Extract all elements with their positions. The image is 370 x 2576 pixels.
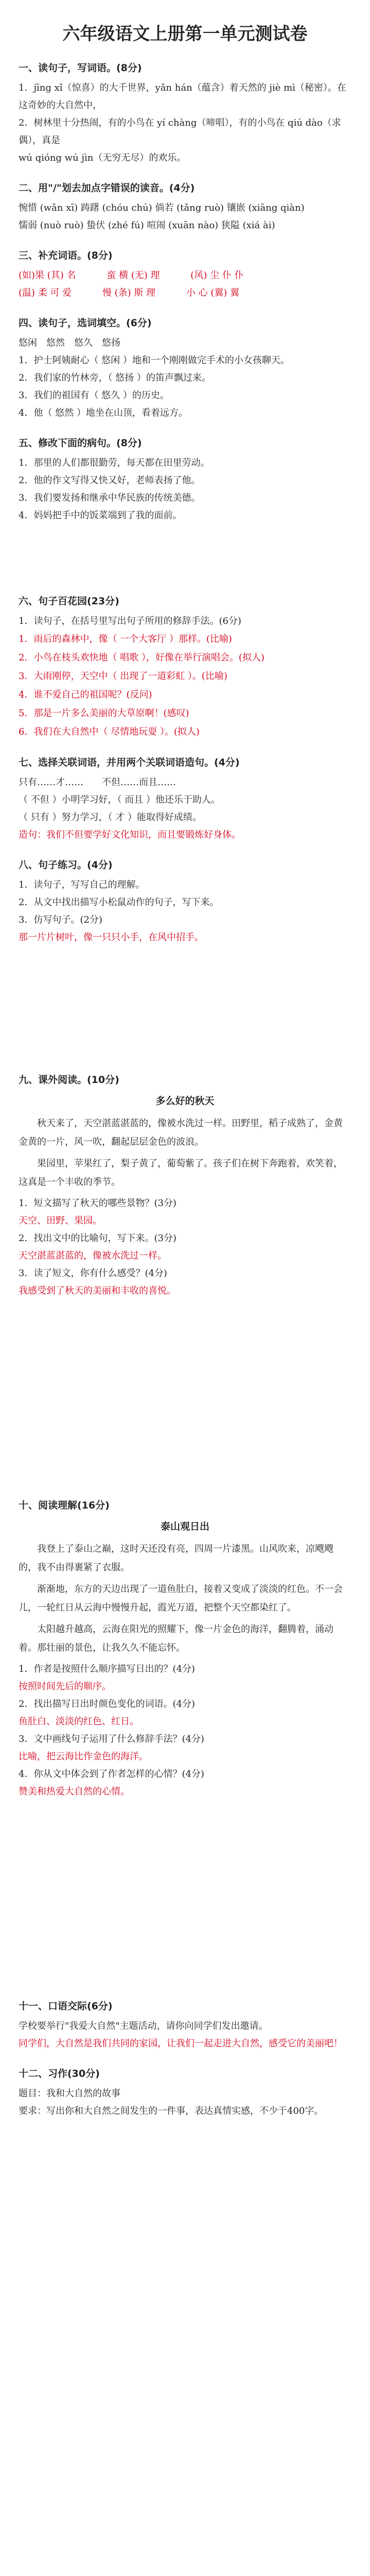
section-12 <box>19 2066 351 2120</box>
question-line: 1．作者是按照什么顺序描写日出的？(4分) <box>19 1664 195 1674</box>
passage-title: 泰山观日出 <box>160 1521 209 1532</box>
word-options: 悠闲 悠然 悠久 悠扬 <box>19 337 120 348</box>
section-heading: 七、选择关联词语，并用两个关联词语造句。(4分) <box>19 757 240 768</box>
section-8 <box>19 857 351 946</box>
answer-line: 赞美和热爱大自然的心情。 <box>19 1786 130 1797</box>
question-line: （ 不但 ）小明学习好，（ 而且 ）他还乐于助人。 <box>19 794 220 805</box>
answer-line: (如)果 (其) 名 蛮 横 (无) 理 (风) 尘 仆 仆 <box>19 270 244 281</box>
passage-paragraph: 渐渐地，东方的天边出现了一道鱼肚白，接着又变成了淡淡的红色。不一会儿，一轮红日从云海中慢慢升起，霞光万道，把整个天空都染红了。 <box>19 1584 343 1613</box>
section-heading: 八、句子练习。(4分) <box>19 859 113 871</box>
section-2 <box>19 180 351 234</box>
question-line: 2．从文中找出描写小松鼠动作的句子，写下来。 <box>19 897 219 908</box>
answer-line: 天空、田野、果园。 <box>19 1215 102 1226</box>
section-heading: 十、阅读理解(16分) <box>19 1500 110 1511</box>
answer-line: 同学们，大自然是我们共同的家园，让我们一起走进大自然，感受它的美丽吧！ <box>19 2038 343 2049</box>
page-title: 六年级语文上册第一单元测试卷 <box>62 24 308 44</box>
answer-line: 我感受到了秋天的美丽和丰收的喜悦。 <box>19 1285 176 1296</box>
question-line: 3．文中画线句子运用了什么修辞手法？(4分) <box>19 1734 204 1744</box>
list-item: 1．雨后的森林中，像（ 一个大客厅 ）那样。(比喻) <box>19 634 232 645</box>
question-line: 3．仿写句子。(2分) <box>19 914 102 925</box>
passage-title: 多么好的秋天 <box>155 1095 215 1107</box>
question-line: 1．jīng xǐ（惊喜）的大千世界，yǎn hán（蕴含）着天然的 jiè mì（秘密）。在这奇妙的大自然中， <box>19 82 346 111</box>
section-7 <box>19 755 351 844</box>
question-line: 2．找出文中的比喻句，写下来。(3分) <box>19 1233 177 1244</box>
question-line: 3．我们要发扬和继承中华民族的传统美德。 <box>19 493 201 503</box>
list-item: 2．小鸟在枝头欢快地（ 唱歌 ），好像在举行演唱会。(拟人) <box>19 652 265 663</box>
question-line: 3．读了短文，你有什么感受？(4分) <box>19 1268 167 1279</box>
question-line: 题目：我和大自然的故事 <box>19 2088 120 2099</box>
question-line: 4．妈妈把手中的饭菜端到了我的面前。 <box>19 510 182 521</box>
passage-paragraph: 太阳越升越高，云海在阳光的照耀下，像一片金色的海洋，翻腾着，涌动着。那壮丽的景色，让我久久不能忘怀。 <box>19 1624 333 1653</box>
passage-paragraph: 果园里，苹果红了，梨子黄了，葡萄紫了。孩子们在树下奔跑着，欢笑着，这真是一个丰收的季节。 <box>19 1158 343 1188</box>
section-heading: 三、补充词语。(8分) <box>19 250 113 261</box>
answer-line: 比喻，把云海比作金色的海洋。 <box>19 1751 148 1762</box>
answer-line: (温) 柔 可 爱 慢 (条) 斯 理 小 心 (翼) 翼 <box>19 287 240 298</box>
section-11 <box>19 1998 351 2053</box>
passage-paragraph: 秋天来了，天空湛蓝湛蓝的，像被水洗过一样。田野里，稻子成熟了，金黄金黄的一片，风一吹，翻起层层金色的波浪。 <box>19 1118 343 1147</box>
question-line: 1．读句子，写写自己的理解。 <box>19 879 145 890</box>
question-line: 惋惜 (wǎn xī) 踌躇 (chóu chú) 倘若 (tǎng ruò) 镶嵌 (xiāng qiàn) <box>19 202 305 213</box>
section-heading: 四、读句子，选词填空。(6分) <box>19 317 152 329</box>
section-heading: 二、用"/"划去加点字错误的读音。(4分) <box>19 182 195 194</box>
question-line: 1．那里的人们都很勤劳，每天都在田里劳动。 <box>19 457 210 468</box>
section-heading: 十二、习作(30分) <box>19 2068 100 2079</box>
section-heading: 六、句子百花园(23分) <box>19 596 119 607</box>
section-5 <box>19 435 351 524</box>
section-1 <box>19 60 351 167</box>
answer-line: 那一片片树叶，像一只只小手，在风中招手。 <box>19 932 204 943</box>
question-line: 懦弱 (nuò ruò) 蛰伏 (zhé fú) 喧闹 (xuān nào) 狭隘 (xiá ài) <box>19 220 275 231</box>
section-6 <box>19 594 351 741</box>
question-line: 2．找出描写日出时颜色变化的词语。(4分) <box>19 1699 195 1709</box>
question-line: 要求：写出你和大自然之间发生的一件事，表达真情实感，不少于400字。 <box>19 2106 324 2116</box>
question-line: 学校要举行"我爱大自然"主题活动，请你向同学们发出邀请。 <box>19 2021 268 2031</box>
list-item: 3．大雨刚停，天空中（ 出现了一道彩虹 ）。(比喻) <box>19 671 227 682</box>
section-4 <box>19 315 351 422</box>
question-line: 3．我们的祖国有（ 悠久 ）的历史。 <box>19 390 169 401</box>
sub-question: 1．读句子，在括号里写出句子所用的修辞手法。(6分) <box>19 616 241 626</box>
question-line: 4．他（ 悠然 ）地坐在山顶，看着远方。 <box>19 408 188 418</box>
question-line: 2．树林里十分热闹，有的小鸟在 yí chàng（啼唱），有的小鸟在 qiú dào（求偶），真是 <box>19 117 341 146</box>
answer-line: 造句：我们不但要学好文化知识，而且要锻炼好身体。 <box>19 829 241 840</box>
word-options: 只有……才…… 不但……而且…… <box>19 777 176 788</box>
list-item: 5．那是一片多么美丽的大草原啊！(感叹) <box>19 708 189 719</box>
section-heading: 五、修改下面的病句。(8分) <box>19 437 142 449</box>
list-item: 6．我们在大自然中（ 尽情地玩耍 ）。(拟人) <box>19 726 200 737</box>
question-line: 1．短文描写了秋天的哪些景物？(3分) <box>19 1198 177 1209</box>
question-line: （ 只有 ）努力学习，（ 才 ）能取得好成绩。 <box>19 812 202 823</box>
list-item: 4．谁不爱自己的祖国呢？(反问) <box>19 689 152 700</box>
answer-line: 天空湛蓝湛蓝的，像被水洗过一样。 <box>19 1250 167 1261</box>
question-line: wú qióng wú jìn（无穷无尽）的欢乐。 <box>19 152 186 163</box>
passage-paragraph: 我登上了泰山之巅，这时天还没有亮，四周一片漆黑。山风吹来，凉飕飕的，我不由得裹紧了衣服。 <box>19 1544 333 1573</box>
question-line: 2．他的作文写得又快又好，老师表扬了他。 <box>19 475 201 486</box>
answer-line: 鱼肚白、淡淡的红色、红日。 <box>19 1716 139 1727</box>
section-9 <box>19 1072 351 1300</box>
answer-line: 按照时间先后的顺序。 <box>19 1681 111 1692</box>
section-10 <box>19 1498 351 1801</box>
section-heading: 一、读句子，写词语。(8分) <box>19 62 142 74</box>
question-line: 1．护士阿姨耐心（ 悠闲 ）地和一个刚刚做完手术的小女孩聊天。 <box>19 355 290 366</box>
question-line: 4．你从文中体会到了作者怎样的心情？(4分) <box>19 1769 204 1780</box>
section-heading: 九、课外阅读。(10分) <box>19 1074 119 1086</box>
question-line: 2．我们家的竹林旁，（ 悠扬 ）的笛声飘过来。 <box>19 372 211 383</box>
section-3 <box>19 248 351 302</box>
section-heading: 十一、口语交际(6分) <box>19 2001 113 2012</box>
